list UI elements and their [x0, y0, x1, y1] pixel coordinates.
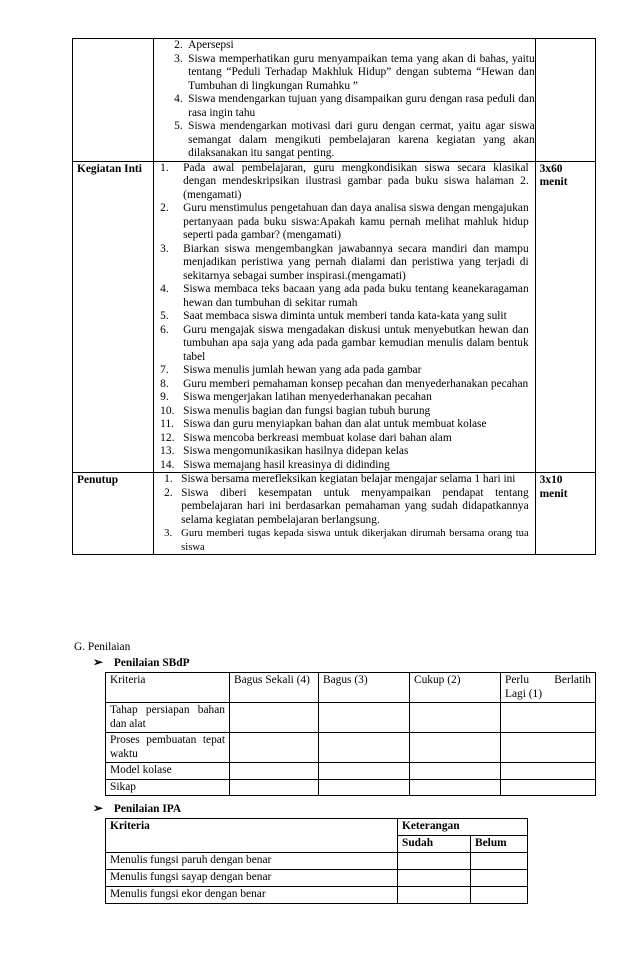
inti-cell [154, 161, 536, 473]
criteria-cell: Menulis fungsi paruh dengan benar [106, 853, 398, 870]
check-cell [471, 853, 528, 870]
score-cell [501, 733, 596, 763]
table-row [106, 703, 596, 733]
header-sudah: Sudah [398, 836, 471, 853]
header-cell: Bagus Sekali (4) [230, 673, 319, 703]
ipa-heading: ➢ Penilaian IPA [93, 801, 182, 815]
arrow-bullet-icon: ➢ [93, 801, 104, 815]
list-item: 1. Pada awal pembelajaran, guru mengkondisikan siswa secara klasikal dengan mendeskripsikan ilustrasi gambar pada buku siswa halaman 2.(mengamati) [160, 161, 529, 201]
score-cell [501, 763, 596, 780]
penutup-row [73, 473, 596, 555]
arrow-bullet-icon: ➢ [93, 655, 104, 669]
apersepsi-cell [154, 39, 536, 162]
score-cell [501, 703, 596, 733]
empty-time-cell [535, 39, 595, 162]
score-cell [410, 703, 501, 733]
table-row [106, 870, 528, 887]
table-header-row [106, 819, 528, 836]
list-item: 12. Siswa mencoba berkreasi membuat kolase dari bahan alam [160, 431, 452, 444]
score-cell [230, 703, 319, 733]
table-row [106, 779, 596, 796]
header-belum: Belum [471, 836, 528, 853]
inti-list [154, 162, 535, 473]
sbdp-heading: ➢ Penilaian SBdP [93, 655, 190, 669]
criteria-cell: Menulis fungsi sayap dengan benar [106, 870, 398, 887]
score-cell [410, 763, 501, 780]
table-row [106, 733, 596, 763]
score-cell [410, 779, 501, 796]
score-cell [230, 779, 319, 796]
criteria-cell: Model kolase [106, 763, 230, 780]
penutup-list [154, 473, 535, 554]
apersepsi-row [73, 39, 596, 162]
inti-label: Kegiatan Inti [73, 161, 154, 473]
criteria-cell: Tahap persiapan bahan dan alat [106, 703, 230, 733]
apersepsi-list [154, 39, 535, 161]
check-cell [471, 887, 528, 904]
check-cell [471, 870, 528, 887]
list-item: 14. Siswa memajang hasil kreasinya di didinding [160, 458, 390, 471]
list-item: 5. Siswa mendengarkan motivasi dari guru dengan cermat, yaitu agar siswa semangat dalam mengikuti pembelajaran karena kegiatan yang akan dilaksanakan itu sangat penting. [174, 120, 535, 159]
list-item: 3. Guru memberi tugas kepada siswa untuk dikerjakan dirumah bersama orang tua siswa [164, 528, 529, 553]
score-cell [319, 703, 410, 733]
list-item: 7. Siswa menulis jumlah hewan yang ada pada gambar [160, 364, 422, 376]
list-item: 5. Saat membaca siswa diminta untuk memberi tanda kata-kata yang sulit [160, 310, 507, 322]
header-cell: Kriteria [106, 673, 230, 703]
list-item: 10. Siswa menulis bagian dan fungsi bagian tubuh burung [160, 404, 431, 417]
inti-row [73, 161, 596, 473]
score-cell [319, 763, 410, 780]
criteria-cell: Sikap [106, 779, 230, 796]
score-cell [501, 779, 596, 796]
list-item: 2. Apersepsi [174, 39, 234, 51]
header-kriteria: Kriteria [106, 819, 398, 853]
score-cell [319, 779, 410, 796]
header-keterangan: Keterangan [398, 819, 528, 836]
activity-table [72, 38, 596, 555]
table-header-row [106, 673, 596, 703]
list-item: 8. Guru memberi pemahaman konsep pecahan dan menyederhanakan pecahan [160, 377, 529, 390]
inti-time: 3x60 menit [535, 161, 595, 473]
check-cell [398, 887, 471, 904]
list-item: 2. Siswa diberi kesempatan untuk menyampaikan pendapat tentang pembelajaran hari ini berdasarkan pemahaman yang sudah didapatkannya selama kegiatan pembelajaran berlangsung. [164, 486, 529, 526]
check-cell [398, 870, 471, 887]
list-item: 3. Siswa memperhatikan guru menyampaikan tema yang akan di bahas, yaitu tentang “Peduli Terhadap Makhluk Hidup” dengan subtema “Hewan dan Tumbuhan di lingkungan Rumahku ” [174, 52, 535, 92]
header-cell: Cukup (2) [410, 673, 501, 703]
list-item: 4. Siswa membaca teks bacaan yang ada pada buku tentang keanekaragaman hewan dan tumbuhan di sekitar rumah [160, 283, 529, 309]
list-item: 4. Siswa mendengarkan tujuan yang disampaikan guru dengan rasa peduli dan rasa ingin tahu [174, 93, 535, 119]
penutup-label: Penutup [73, 473, 154, 555]
score-cell [230, 733, 319, 763]
table-row [106, 763, 596, 780]
empty-label-cell [73, 39, 154, 162]
ipa-table [105, 818, 528, 904]
list-item: 6. Guru mengajak siswa mengadakan diskusi untuk menyebutkan hewan dan tumbuhan apa saja yang ada pada gambar kemudian menulis dalam bentuk tabel [160, 323, 529, 363]
section-heading: G. Penilaian [74, 641, 131, 653]
list-item: 2. Guru menstimulus pengetahuan dan daya analisa siswa dengan mengajukan pertanyaan pada buku siswa:Apakah kamu pernah melihat mahluk hidup seperti pada gambar? (mengamati) [160, 202, 529, 241]
header-cell: Perlu Berlatih Lagi (1) [501, 673, 596, 703]
score-cell [319, 733, 410, 763]
list-item: 13. Siswa mengomunikasikan hasilnya didepan kelas [160, 445, 409, 457]
list-item: 9. Siswa mengerjakan latihan menyederhanakan pecahan [160, 391, 432, 403]
penutup-time: 3x10 menit [535, 473, 595, 555]
header-cell: Bagus (3) [319, 673, 410, 703]
criteria-cell: Proses pembuatan tepat waktu [106, 733, 230, 763]
list-item: 1. Siswa bersama merefleksikan kegiatan belajar mengajar selama 1 hari ini [164, 473, 516, 485]
list-item: 11. Siswa dan guru menyiapkan bahan dan alat untuk membuat kolase [160, 418, 487, 430]
sbdp-table [105, 672, 596, 796]
table-row [106, 853, 528, 870]
penutup-cell [154, 473, 536, 555]
check-cell [398, 853, 471, 870]
table-row [106, 887, 528, 904]
score-cell [410, 733, 501, 763]
criteria-cell: Menulis fungsi ekor dengan benar [106, 887, 398, 904]
list-item: 3. Biarkan siswa mengembangkan jawabannya secara mandiri dan mampu menjadikan peristiwa yang pernah dialami dan peristiwa yang terjadi di sekitarnya sebagai sumber inspirasi.(mengamati) [160, 242, 529, 282]
score-cell [230, 763, 319, 780]
